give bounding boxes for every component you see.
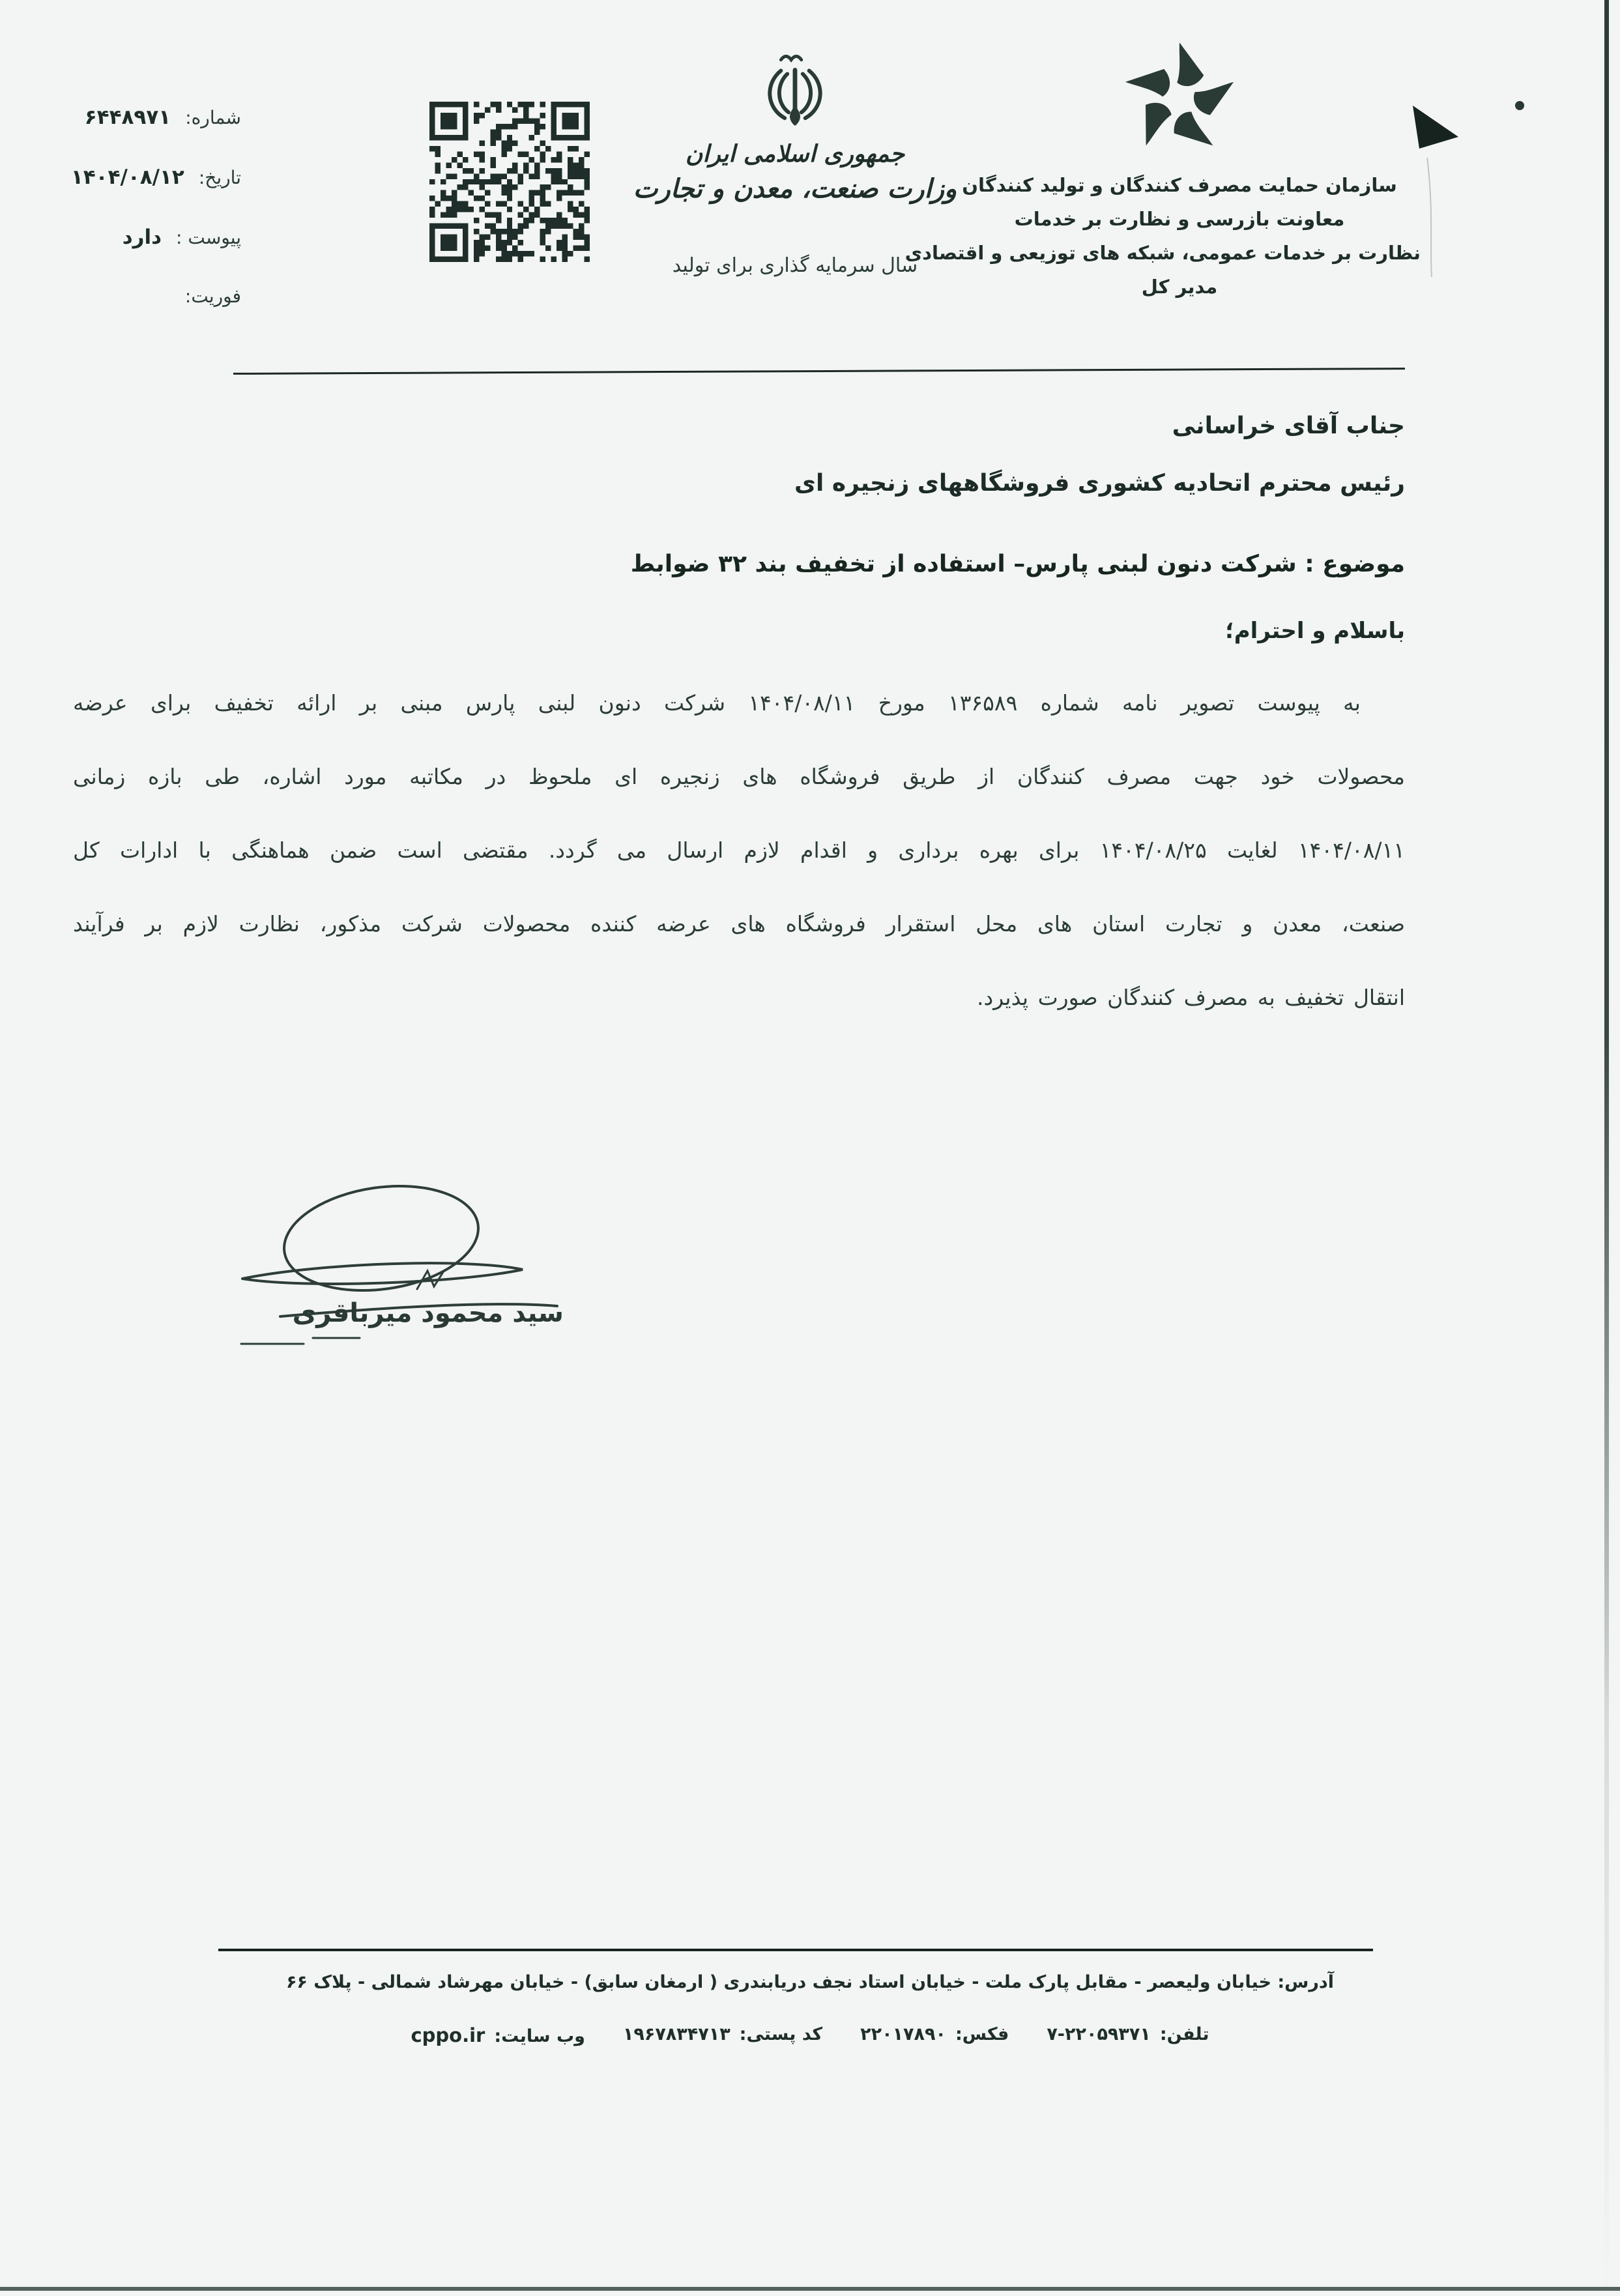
footer-address: آدرس: خیابان ولیعصر - مقابل پارک ملت - خیابان استاد نجف دریابندری ( ارمغان سابق) - خیابان مهرشاد شمالی - پلاک ۶۶	[285, 1972, 1335, 1992]
organization-star-logo-icon	[1119, 36, 1240, 168]
footer-website	[411, 2024, 585, 2046]
footer-divider	[218, 1949, 1373, 1951]
letter-date-row	[65, 166, 241, 225]
qr-code	[429, 102, 590, 262]
recipient-block	[794, 398, 1405, 512]
footer-phone-value: ۷-۲۲۰۵۹۳۷۱	[1047, 2024, 1151, 2044]
letter-attachment-label: پیوست :	[176, 227, 241, 248]
signatory-name: سید محمود میرباقری	[292, 1298, 564, 1328]
handwritten-signature	[215, 1154, 684, 1362]
body-line-1: به پیوست تصویر نامه شماره ۱۳۶۵۸۹ مورخ ۱۴۰۴/۰۸/۱۱ شرکت دنون لبنی پارس مبنی بر ارائه تخفیف برای عرضه	[73, 690, 1361, 716]
header-divider	[233, 368, 1405, 375]
recipient-title: رئیس محترم اتحادیه کشوری فروشگاههای زنجیره ای	[794, 470, 1405, 497]
letter-attachment-row	[65, 225, 241, 285]
footer-postal-label: کد پستی:	[739, 2024, 823, 2044]
footer-fax-value: ۲۲۰۱۷۸۹۰	[860, 2024, 946, 2044]
letter-body	[73, 666, 1405, 1034]
organization-name: سازمان حمایت مصرف کنندگان و تولید کنندگان	[962, 174, 1397, 196]
body-line-5: انتقال تخفیف به مصرف کنندگان صورت پذیرد.	[977, 985, 1405, 1010]
letter-urgency-label: فوریت:	[184, 285, 241, 307]
deputy-name: معاونت بازرسی و نظارت بر خدمات	[1014, 208, 1345, 230]
letter-date-label: تاریخ:	[198, 167, 241, 188]
body-line-2: محصولات خود جهت مصرف کنندگان از طریق فروشگاه های زنجیره ای ملحوظ در مکاتبه مورد اشاره، طی بازه زمانی	[73, 764, 1405, 789]
recipient-name: جناب آقای خراسانی	[1172, 413, 1405, 439]
department-name: نظارت بر خدمات عمومی، شبکه های توزیعی و اقتصادی	[904, 242, 1421, 264]
qr-code-pattern	[429, 102, 590, 262]
ink-blot-mark	[1401, 78, 1544, 293]
letter-meta-block	[65, 106, 241, 345]
letter-number-label: شماره:	[185, 107, 241, 128]
footer-contacts	[103, 2024, 1517, 2046]
header-right	[904, 36, 1421, 304]
body-line-4: صنعت، معدن و تجارت استان های محل استقرار فروشگاه های عرضه کننده محصولات شرکت مذکور، نظارت لازم بر فرآیند	[73, 911, 1405, 937]
footer-postal-code	[623, 2024, 822, 2046]
ministry-title: وزارت صنعت، معدن و تجارت	[633, 173, 957, 204]
footer-fax	[860, 2024, 1009, 2046]
header-center	[606, 51, 984, 204]
footer-website-label: وب سایت:	[494, 2026, 585, 2046]
director-general-title: مدیر کل	[1141, 276, 1218, 298]
salutation: باسلام و احترام؛	[1225, 618, 1405, 644]
letter-number-value: ۶۴۴۸۹۷۱	[84, 106, 171, 129]
iran-emblem-icon	[757, 51, 833, 134]
footer-phone-label: تلفن:	[1159, 2024, 1209, 2044]
letter-urgency-row	[65, 285, 241, 345]
footer-website-value: cppo.ir	[411, 2024, 485, 2046]
signature-block	[215, 1154, 684, 1369]
scan-edge-right	[1604, 0, 1609, 2296]
letter-date-value: ۱۴۰۴/۰۸/۱۲	[70, 166, 184, 189]
footer-postal-value: ۱۹۶۷۸۳۴۷۱۳	[622, 2024, 730, 2044]
footer-fax-label: فکس:	[955, 2024, 1009, 2044]
subject-line: موضوع : شرکت دنون لبنی پارس– استفاده از تخفیف بند ۳۲ ضوابط	[630, 551, 1405, 577]
letter-number-row	[65, 106, 241, 166]
body-line-3: ۱۴۰۴/۰۸/۱۱ لغایت ۱۴۰۴/۰۸/۲۵ برای بهره برداری و اقدام لازم ارسال می گردد. مقتضی است ضمن هماهنگی با ادارات کل	[73, 837, 1405, 863]
country-title: جمهوری اسلامی ایران	[685, 140, 905, 167]
year-slogan: سال سرمایه گذاری برای تولید	[672, 254, 918, 277]
letter-attachment-value: دارد	[122, 225, 162, 249]
scan-edge-bottom	[0, 2287, 1620, 2291]
footer-phone	[1047, 2024, 1209, 2046]
